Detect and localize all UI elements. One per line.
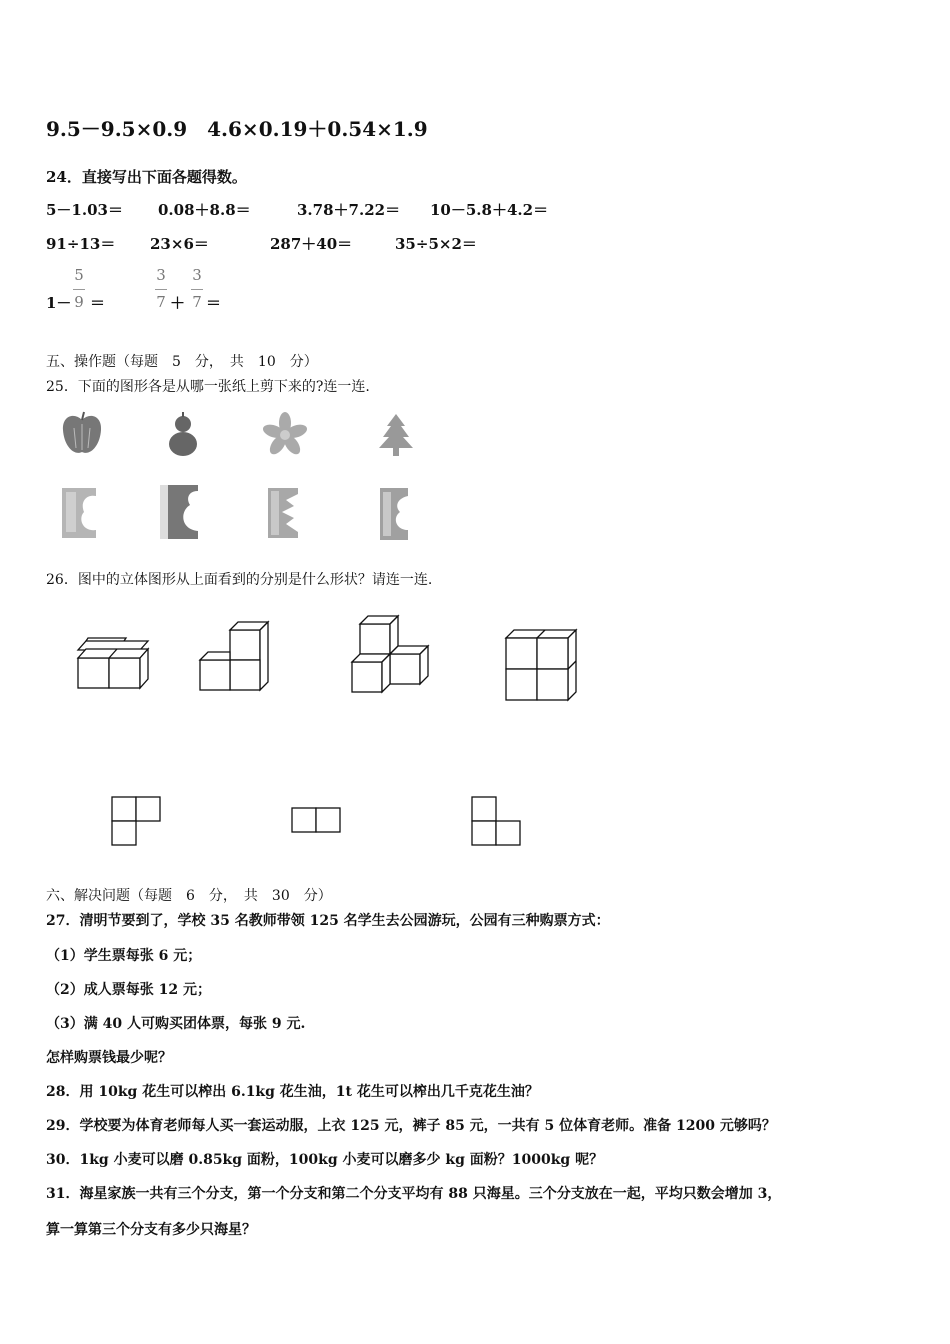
q24-title: 24．直接写出下面各题得数。 — [46, 168, 247, 186]
q27-text: 27．清明节要到了，学校 35 名教师带领 125 名学生去公园游玩，公园有三种购票方式： — [46, 913, 610, 929]
frac2a-numerator: 3 — [156, 266, 166, 284]
q24-r1-c1: 5－1.03＝ — [46, 201, 123, 219]
frac2b-numerator: 3 — [192, 266, 202, 284]
frac2b-denominator: 7 — [192, 293, 202, 311]
frac1-numerator: 5 — [74, 266, 84, 284]
q30-text: 30．1kg 小麦可以磨 0.85kg 面粉，100kg 小麦可以磨多少 kg 面粉？1000kg 呢？ — [46, 1152, 604, 1168]
q26-text: 26．图中的立体图形从上面看到的分别是什么形状？请连一连. — [46, 572, 433, 588]
frac1-equals: ＝ — [90, 294, 106, 312]
q24-r2-c2: 23×6＝ — [150, 235, 209, 253]
solid-figure-3 — [348, 612, 436, 698]
top-view-l-right — [110, 795, 164, 847]
q28-text: 28．用 10kg 花生可以榨出 6.1kg 花生油，1t 花生可以榨出几千克花生油？ — [46, 1084, 539, 1100]
top-expression: 9.5－9.5×0.9 4.6×0.19＋0.54×1.9 — [46, 117, 428, 141]
q24-r1-c2: 0.08＋8.8＝ — [158, 201, 251, 219]
q25-text: 25．下面的图形各是从哪一张纸上剪下来的?连一连. — [46, 379, 370, 395]
frac2-equals: ＝ — [206, 294, 222, 312]
q27-option-3: （3）满 40 人可购买团体票，每张 9 元. — [46, 1016, 306, 1032]
apple-shape-icon — [60, 412, 104, 458]
q27-option-2: （2）成人票每张 12 元； — [46, 982, 211, 998]
section5-title: 五、操作题（每题 5 分， 共 10 分） — [46, 354, 318, 370]
q24-r1-c3: 3.78＋7.22＝ — [297, 201, 401, 219]
paper-gourd-cut-icon — [160, 485, 200, 539]
paper-apple-cut-icon — [62, 488, 98, 538]
solid-figure-2 — [198, 620, 274, 696]
paper-flower-cut-icon — [268, 488, 300, 538]
frac2b-bar — [191, 289, 203, 290]
frac1-whole: 1－ — [46, 294, 72, 312]
paper-tree-cut-icon — [380, 488, 412, 540]
top-view-two-squares — [290, 806, 344, 834]
q24-r2-c4: 35÷5×2＝ — [395, 235, 477, 253]
tree-shape-icon — [376, 412, 416, 458]
frac2a-bar — [155, 289, 167, 290]
top-view-l-bottom — [470, 795, 524, 847]
frac2-plus: ＋ — [170, 294, 186, 312]
q31-text-line1: 31．海星家族一共有三个分支，第一个分支和第二个分支平均有 88 只海星。三个分支放在一起，平均只数会增加 3， — [46, 1186, 782, 1202]
q27-option-1: （1）学生票每张 6 元； — [46, 948, 202, 964]
q24-r2-c1: 91÷13＝ — [46, 235, 116, 253]
q31-text-line2: 算一算第三个分支有多少只海星？ — [46, 1222, 256, 1238]
frac1-bar — [73, 289, 85, 290]
section6-title: 六、解决问题（每题 6 分， 共 30 分） — [46, 888, 332, 904]
gourd-shape-icon — [166, 412, 200, 458]
frac2a-denominator: 7 — [156, 293, 166, 311]
q24-r2-c3: 287＋40＝ — [270, 235, 353, 253]
flower-shape-icon — [262, 412, 308, 458]
q27-ask: 怎样购票钱最少呢？ — [46, 1050, 172, 1066]
q24-r1-c4: 10－5.8＋4.2＝ — [430, 201, 549, 219]
frac1-denominator: 9 — [74, 293, 84, 311]
solid-figure-4 — [504, 628, 580, 702]
solid-figure-1 — [76, 638, 152, 694]
q29-text: 29．学校要为体育老师每人买一套运动服，上衣 125 元，裤子 85 元，一共有 5 位体育老师。准备 1200 元够吗？ — [46, 1118, 776, 1134]
